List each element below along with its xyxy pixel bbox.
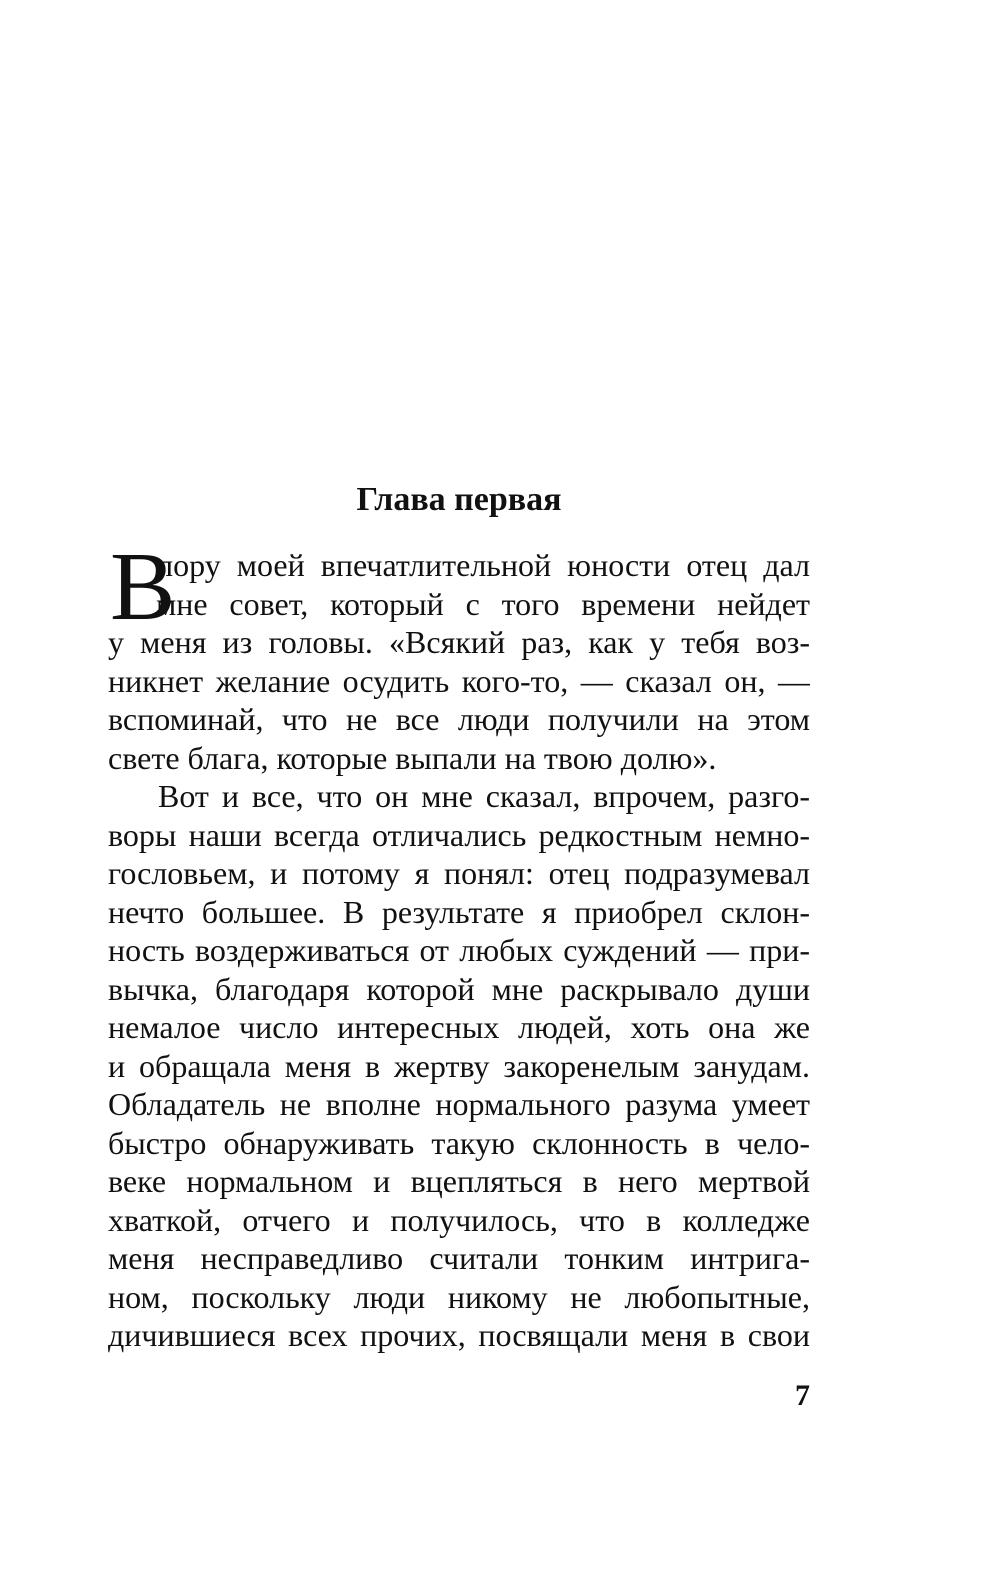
text-line: ность воздерживаться от любых суждений — при-	[108, 932, 810, 968]
text-line: быстро обнаруживать такую склонность в чело-	[108, 1124, 810, 1161]
text-line: гословьем, и потому я понял: отец подразумевал	[108, 855, 810, 891]
text-line: воры наши всегда отличались редкостным немно-	[108, 816, 810, 853]
text-line: немалое число интересных людей, хоть она же	[108, 1009, 810, 1045]
text-line: ном, поскольку люди никому не любопытные,	[108, 1278, 810, 1315]
text-line: нечто большее. В результате я приобрел склон-	[108, 893, 810, 930]
paragraph-2	[108, 777, 810, 1355]
drop-cap: В	[110, 533, 176, 641]
text-line: меня несправедливо считали тонким интрига-	[108, 1240, 810, 1276]
text-line: у меня из головы. «Всякий раз, как у тебя воз-	[108, 624, 810, 660]
text-line: и обращала меня в жертву закоренелым занудам.	[108, 1047, 810, 1084]
text-line: вычка, благодаря которой мне раскрывало души	[108, 970, 810, 1007]
text-line: Вот и все, что он мне сказал, впрочем, разго-	[158, 778, 810, 814]
chapter-title: Глава первая	[356, 481, 562, 518]
text-line: вспоминай, что не все люди получили на этом	[108, 701, 810, 737]
text-line: веке нормальном и вцепляться в него мертвой	[108, 1163, 810, 1199]
text-line: пору моей впечатлительной юности отец дал	[156, 547, 810, 583]
text-line: дичившиеся всех прочих, посвящали меня в свои	[108, 1317, 810, 1353]
paragraph-1	[108, 533, 810, 777]
text-line: Обладатель не вполне нормального разума умеет	[108, 1086, 810, 1122]
text-line: хваткой, отчего и получилось, что в колледже	[108, 1201, 810, 1238]
body-text	[108, 533, 810, 1355]
text-line: мне совет, который с того времени нейдет	[156, 585, 810, 622]
text-line: никнет желание осудить кого-то, — сказал он, —	[108, 662, 810, 699]
page-number: 7	[795, 1379, 810, 1412]
text-line: свете блага, которые выпали на твою долю».	[108, 739, 717, 776]
